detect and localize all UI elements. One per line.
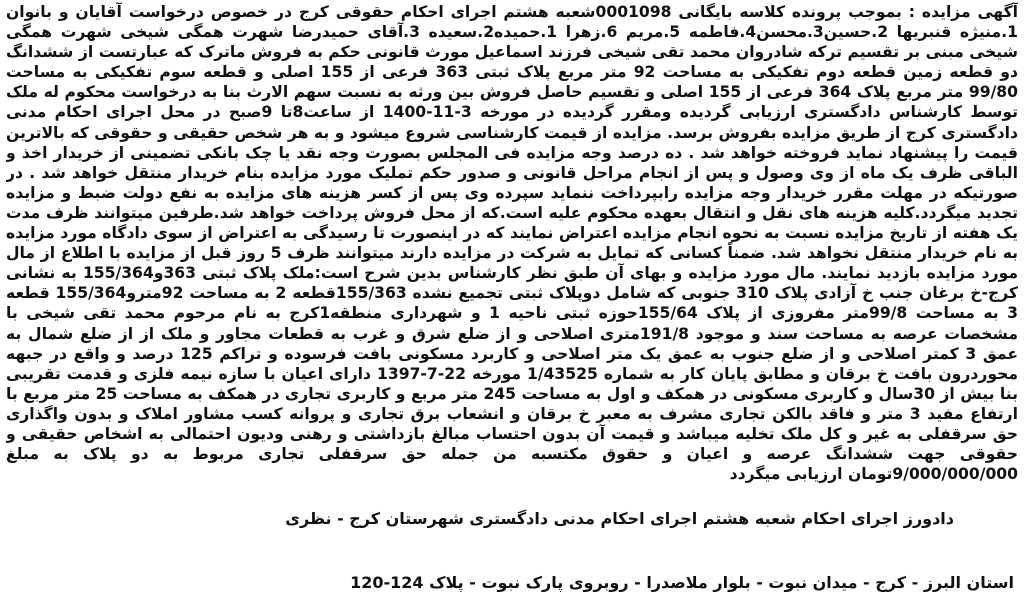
notice-signature: دادورز اجرای احکام شعبه هشتم اجرای احکام مدنی دادگستری شهرستان کرج - نظری xyxy=(285,509,954,528)
notice-address: استان البرز - کرج - میدان نبوت - بلوار ملاصدرا - روبروی پارک نبوت - پلاک 124-120 xyxy=(350,573,1014,592)
notice-body-text: آگهی مزایده : بموجب پرونده کلاسه بایگانی 0001098شعبه هشتم اجرای احکام حقوقی کرج در خصوص درخواست آقایان و بانوان 1.منیژه قنبریها 2.حسین3.محسن4.فاطمه 5.مریم 6.زهرا 1.حمیده2.سعیده 3.آقای حمیدرضا شهرت همگی شیخی شهرت همگی شیخی مبنی بر تقسیم ترکه شادروان محمد تقی شیخی فرزند اسماعیل مورث قانونی حکم به فروش ماترک که عبارتست از ششدانگ دو قطعه زمین قطعه دوم تفکیکی به مساحت 92 متر مربع پلاک ثبتی 363 فرعی از 155 اصلی و قطعه سوم تفکیکی به مساحت 99/80 متر مربع پلاک 364 فرعی از 155 اصلی و تقسیم حاصل فروش بین ورثه به نسبت سهم الارث بنا به درخواست محکوم له ملک توسط کارشناس دادگستری ارزیابی گردیده ومقرر گردیده در مورخه 3-11-1400 از ساعت8تا 9صبح در محل اجرای احکام مدنی دادگستری کرج از طریق مزایده بفروش برسد. مزایده از قیمت کارشناسی شروع میشود و به هر شخص حقیقی و حقوقی که بالاترین قیمت را پیشنهاد نماید فروخته خواهد شد . ده درصد وجه مزایده فی المجلس بصورت وجه نقد یا چک بانکی تضمینی از خریدار اخذ و الباقی ظرف یک ماه از وی وصول و پس از انجام مراحل قانونی و صدور حکم تملیک مورد مزایده بنام خریدار منتقل خواهد شد . در صورتیکه در مهلت مقرر خریدار وجه مزایده رابپرداخت ننماید سپرده وی پس از کسر هزینه های مزایده به نفع دولت ضبط و مزایده تجدید میگردد.کلیه هزینه های نقل و انتقال بعهده محکوم علیه است.که از محل فروش پرداخت خواهد شد.طرفین میتوانند ظرف مدت یک هفته از تاریخ مزایده نسبت به نحوه انجام مزایده اعتراض نمایند که در اینصورت تا رسیدگی به اعتراض از سوی دادگاه مورد مزایده به نام خریدار منتقل نخواهد شد. ضمناً کسانی که تمایل به شرکت در مزایده دارند میتوانند ظرف 5 روز قبل از مزایده با اطلاع از مال مورد مزایده بازدید نمایند. مال مورد مزایده و بهای آن طبق نظر کارشناس بدین شرح است:ملک پلاک ثبتی 363و155/364 به نشانی کرج-خ برغان جنب خ آزادی پلاک 310 جنوبی که شامل دوپلاک ثبتی تجمیع نشده 155/363قطعه 2 به مساحت 92مترو155/364 قطعه 3 به مساحت 99/8متر مفروزی از پلاک 155/64حوزه ثبتی ناحیه 1 و شهرداری منطقه1کرج به نام مرحوم محمد تقی شیخی با مشخصات عرصه به مساحت سند و موجود 191/8متری اصلاحی و از ضلع شرق و غرب به قطعات مجاور و ملک از از ضلع شمال به عمق 3 کمتر اصلاحی و از ضلع جنوب به عمق یک متر اصلاحی و کاربرد مسکونی بافت فرسوده و تراکم 125 درصد و واقع در جبهه محوردرون بافت خ برقان و مطابق پایان کار به شماره 1/43525 مورخه 22-7-1397 دارای اعیان با سازه نیمه فلزی و قدمت تقریبی بنا بیش از 30سال و کاربری مسکونی در همکف و اول به مساحت 245 متر مربع و کاربری تجاری در همکف به مساحت 25 متر مربع با ارتفاع مفید 3 متر و فاقد بالکن تجاری مشرف به معبر خ برقان و انشعاب برق تجاری و پروانه کسب مشاور املاک و بدون واگذاری حق سرقفلی به غیر و کل ملک تخلیه میباشد و قیمت آن بدون احتساب مبالغ بازداشتی و رهنی ودیون احتمالی به اشخاص حقیقی و حقوقی جهت ششدانگ عرصه و اعیان و حقوق مکتسبه من جمله حق سرقفلی تجاری مربوط به دو پلاک به مبلغ 9/000/000/000تومان ارزیابی میگردد xyxy=(6,3,1018,484)
